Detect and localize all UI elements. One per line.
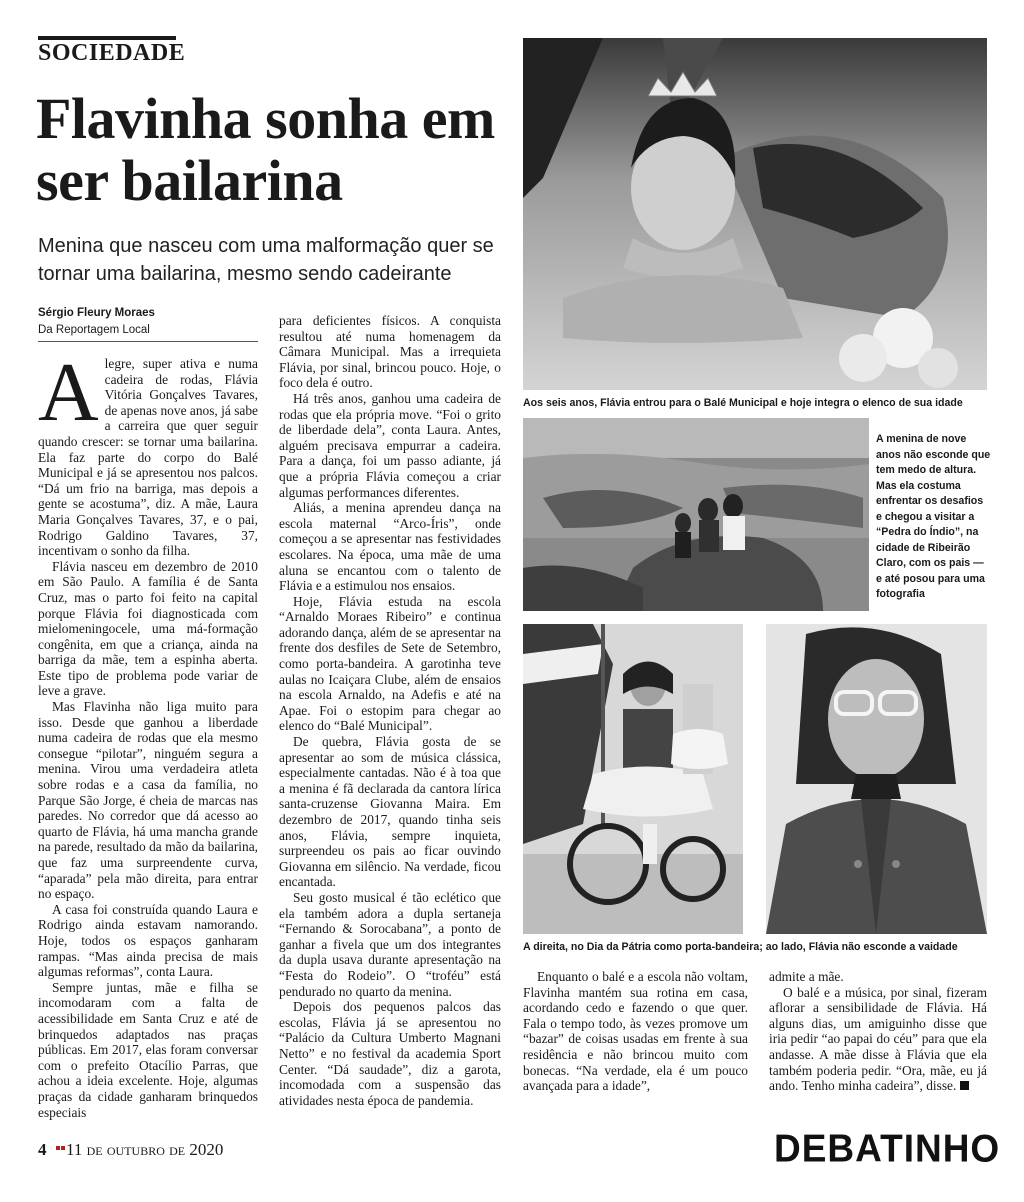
page-number: 4 (38, 1140, 47, 1159)
section-label: SOCIEDADE (38, 40, 186, 66)
article-paragraph: Seu gosto musical é tão eclético que ela também adora a dupla sertaneja “Fernando & Sorocabana”, a ponto de ganhar a fivela que um dos integrantes da dupla usava durante apresentação na “Festa do Rodeio”. O “troféu” está pendurado no quarto da menina. (279, 889, 501, 999)
article-column-2 (279, 313, 501, 1108)
byline-desk: Da Reportagem Local (38, 324, 150, 336)
article-paragraph: Sempre juntas, mãe e filha se incomodaram com a falta de acessibilidade em Santa Cruz e até de brinquedos adaptados nas praças públicas. Em 2017, elas foram conversar com o prefeito Otacílio Parras, que achou a ideia excelente. Hoje, algumas praças da cidade ganharam brinquedos especiais (38, 979, 258, 1120)
article-paragraph: A casa foi construída quando Laura e Rodrigo ainda estavam namorando. Hoje, todos os espaços ganharam rampas. “Mas ainda precisa de mais algumas reformas”, conta Laura. (38, 901, 258, 980)
photo-vaidade (766, 624, 987, 934)
article-column-3 (523, 969, 748, 1094)
photo-ballerina-portrait (523, 38, 987, 390)
article-paragraph: Depois dos pequenos palcos das escolas, Flávia já se apresentou no “Palácio da Cultura Umberto Magnani Netto” e no festival da academia Sport Center. “Dá saudade”, diz a garota, incomodada com a suspensão das atividades nesta época de pandemia. (279, 999, 501, 1108)
footer-separator (61, 1146, 65, 1150)
byline-rule (38, 341, 258, 342)
article-paragraph: Há três anos, ganhou uma cadeira de rodas que ela própria move. “Foi o grito de liberdade dela”, conta Laura. Antes, alguém precisava empurrar a cadeira. Para a dança, foi um passo adiante, já que a própria Flávia começou a criar algumas performances diferentes. (279, 390, 501, 500)
caption-photo-1: Aos seis anos, Flávia entrou para o Balé Municipal e hoje integra o elenco de sua idade (523, 397, 963, 409)
article-paragraph: Hoje, Flávia estuda na escola “Arnaldo Moraes Ribeiro” e continua adorando dança, além de se apresentar na frente dos desfiles de Sete de Setembro, como porta-bandeira. A garotinha teve aulas no Icaiçara Clube, além de ensaios na escola Arnaldo, na Adefis e até na Apae. Foi o estopim para chegar ao elenco do “Balé Municipal”. (279, 593, 501, 734)
article-paragraph: Enquanto o balé e a escola não voltam, Flavinha mantém sua rotina em casa, acordando cedo e fazendo o que quer. Fala o tempo todo, às vezes promove um “bazar” de coisas usadas em frente à sua residência e não brincou muito com bonecas. “Na verdade, ela é um pouco avançada para a idade”, (523, 969, 748, 1094)
photo-pedra-do-indio (523, 418, 869, 611)
end-mark (960, 1081, 969, 1090)
headline: Flavinha sonha em ser bailarina (36, 86, 495, 213)
footer-date: 11 de outubro de 2020 (66, 1140, 224, 1159)
footer-separator (56, 1146, 60, 1150)
photo-porta-bandeira (523, 624, 743, 934)
byline-author: Sérgio Fleury Moraes (38, 307, 155, 319)
article-paragraph: Mas Flavinha não liga muito para isso. Desde que ganhou a liberdade numa cadeira de rodas que ela mesmo consegue “pilotar”, ninguém segura a menina. Virou uma verdadeira atleta sobre rodas e a casa da família, no Parque São Jorge, é cheia de marcas nas paredes. No corredor que dá acesso ao quarto de Flávia, há uma mancha grande na parede, resultado da mão da bailarina, que faz uma surpreendente curva, “aparada” pela mão direita, para entrar no espaço. (38, 699, 258, 902)
article-paragraph: para deficientes físicos. A conquista resultou até numa homenagem da Câmara Municipal. Mas a irrequieta Flávia, por sinal, brincou pouco. Hoje, o foco dela é outro. (279, 313, 501, 391)
article-column-1 (38, 346, 258, 1120)
article-paragraph: De quebra, Flávia gosta de se apresentar ao som de música clássica, especialmente cantadas. Não é à toa que a menina é fã declarada da cantora lírica santa-cruzense Giovanna Maira. Em dezembro de 2017, quando tinha seis anos, Flávia, sempre inquieta, surpreendeu os pais ao ficar ouvindo Giovanna em silêncio. Na verdade, ficou encantada. (279, 734, 501, 890)
caption-photos-3-4: A direita, no Dia da Pátria como porta-bandeira; ao lado, Flávia não esconde a vaidade (523, 941, 958, 953)
subhead: Menina que nasceu com uma malformação quer se tornar uma bailarina, mesmo sendo cadeirante (38, 235, 494, 285)
caption-photo-2: A menina de nove anos não esconde que tem medo de altura. Mas ela costuma enfrentar os desafios e chegou a visitar a “Pedra do Índio”, na cidade de Ribeirão Claro, com os pais — e até posou para uma fotografia (876, 433, 991, 600)
article-paragraph: Flávia nasceu em dezembro de 2010 em São Paulo. A família é de Santa Cruz, mas o parto foi feito na capital porque Flávia foi diagnosticada com mielomeningocele, uma má-formação congênita, em que a criança, ainda na barriga da mãe, tem a espinha aberta. Este tipo de problema pode variar de leve a grave. (38, 558, 258, 699)
article-paragraph: O balé e a música, por sinal, fizeram aflorar a sensibilidade de Flávia. Há alguns dias, um amiguinho disse que iria pedir “ao papai do céu” para que ela andasse. A mãe disse à Flávia que ela também poderia pedir. “Ora, mãe, eu já ando. Tenho minha cadeira”, disse. (769, 984, 987, 1094)
article-column-4 (769, 969, 987, 1094)
article-paragraph: Aliás, a menina aprendeu dança na escola maternal “Arco-Íris”, onde começou a se apresentar nas festividades escolares. Na época, uma mãe de uma aluna se encantou com o talento de Flávia e a estimulou nos ensaios. (279, 500, 501, 594)
drop-cap: A (38, 346, 99, 439)
publication-logo: DEBATINHO (774, 1126, 1001, 1170)
article-paragraph: Alegre, super ativa e numa cadeira de rodas, Flávia Vitória Gonçalves Tavares, de apenas nove anos, já sabe a carreira que quer seguir quando crescer: se tornar uma bailarina. Ela faz parte do corpo do Balé Municipal e já se apresentou nos palcos. “Dá um frio na barriga, mas depois a gente se acostuma”, diz. A mãe, Laura Maria Gonçalves Tavares, 37, e o pai, Rodrigo Galdino Tavares, 37, incentivam o sonho da filha. (38, 346, 258, 559)
article-paragraph: admite a mãe. (769, 969, 844, 984)
